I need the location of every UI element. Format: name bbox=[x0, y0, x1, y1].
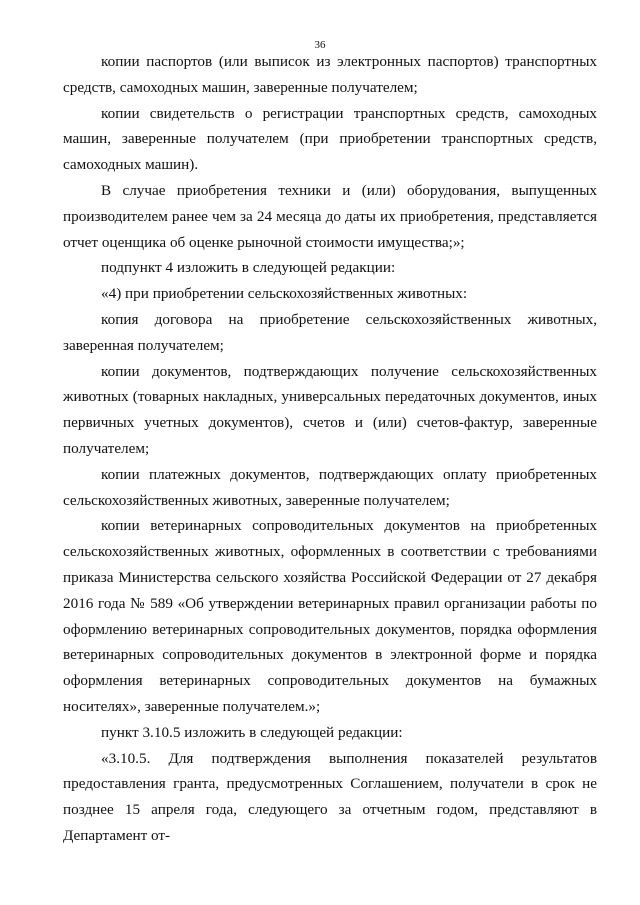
paragraph: «4) при приобретении сельскохозяйственных животных: bbox=[101, 285, 468, 303]
document-body bbox=[63, 49, 597, 849]
paragraph: копии ветеринарных сопроводительных документов на приобретенных сельскохозяйственных животных, оформленных в соответствии с требованиями приказа Министерства сельского хозяйства Российской Федерации от 27 декабря 2016 года № 589 «Об утверждении ветеринарных правил организации работы по оформлению ветеринарных сопроводительных документов, порядка оформления ветеринарных сопроводительных документов в электронной форме и порядка оформления ветеринарных сопроводительных документов на бумажных носителях», заверенные получателем.»; bbox=[63, 517, 597, 715]
paragraph: «3.10.5. Для подтверждения выполнения показателей результатов предоставления гранта, предусмотренных Соглашением, получатели в срок не позднее 15 апреля года, следующего за отчетным годом, представляют в Департамент от- bbox=[63, 749, 597, 844]
paragraph: копии документов, подтверждающих получение сельскохозяйственных животных (товарных накладных, универсальных передаточных документов, иных первичных учетных документов), счетов и (или) счетов-фактур, заверенные получателем; bbox=[63, 362, 597, 457]
paragraph: копия договора на приобретение сельскохозяйственных животных, заверенная получателем; bbox=[63, 310, 597, 354]
paragraph: копии паспортов (или выписок из электронных паспортов) транспортных средств, самоходных машин, заверенные получателем; bbox=[63, 53, 597, 96]
paragraph: подпункт 4 изложить в следующей редакции: bbox=[101, 259, 396, 277]
paragraph: копии свидетельств о регистрации транспортных средств, самоходных машин, заверенные получателем (при приобретении транспортных средств, самоходных машин). bbox=[63, 104, 597, 174]
page-number: 36 bbox=[314, 39, 326, 51]
paragraph: пункт 3.10.5 изложить в следующей редакции: bbox=[101, 723, 403, 741]
paragraph: В случае приобретения техники и (или) оборудования, выпущенных производителем ранее чем за 24 месяца до даты их приобретения, представляется отчет оценщика об оценке рыночной стоимости имущества;»; bbox=[63, 181, 597, 251]
paragraph: копии платежных документов, подтверждающих оплату приобретенных сельскохозяйственных животных, заверенные получателем; bbox=[63, 465, 597, 509]
